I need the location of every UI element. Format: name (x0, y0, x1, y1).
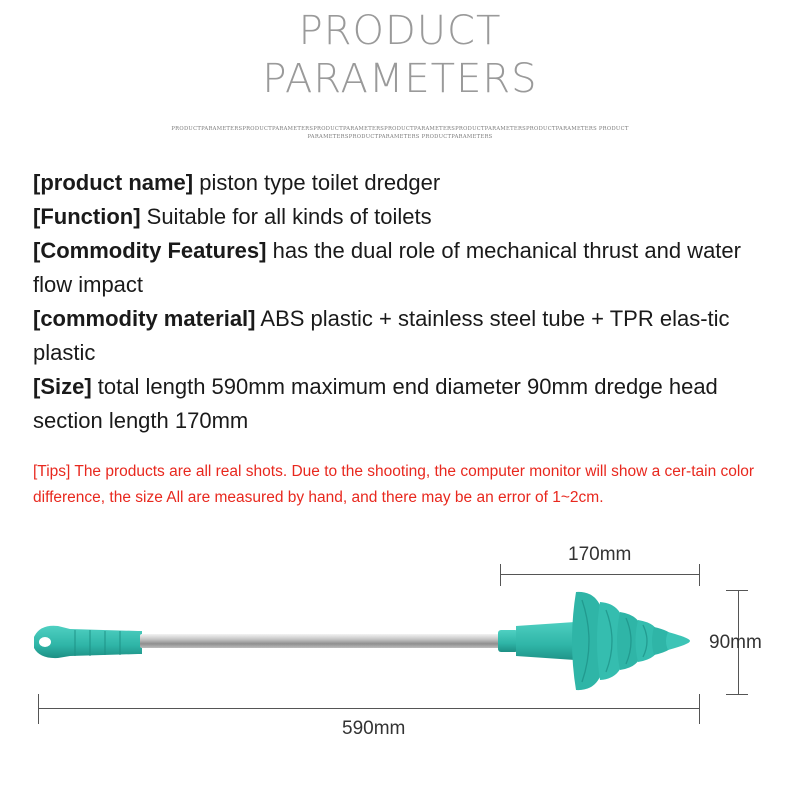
total-length-label: 590mm (342, 718, 406, 739)
param-product-name: [product name] piston type toilet dredger (33, 170, 441, 195)
head-length-label: 170mm (568, 544, 632, 565)
tips-notice: [Tips] The products are all real shots. Due to the shooting, the computer monitor will show a cer-tain color difference, the size All are measured by hand, and there may be an error of 1~2cm. (33, 463, 755, 506)
steel-tube (140, 634, 500, 648)
toilet-plunger-icon (0, 560, 800, 710)
param-commodity-features: [Commodity Features] has the dual role of mechanical thrust and water flow impact (33, 238, 741, 297)
handle-grip (34, 626, 142, 658)
title-watermark-text: PRODUCTPARAMETERSPRODUCTPARAMETERSPRODUCTPARAMETERSPRODUCTPARAMETERSPRODUCTPARAMETERSPRODUCTPARAMETERS PRODUCTPARAMETERSPRODUCTPARAMETERS PRODUCTPARAMETERS (171, 126, 629, 140)
param-size: [Size] total length 590mm maximum end diameter 90mm dredge head section length 170mm (33, 374, 718, 433)
diameter-label: 90mm (709, 632, 762, 653)
title-line-2: PARAMETERS (262, 56, 538, 102)
title-line-1: PRODUCT (298, 8, 502, 54)
tube-connector (498, 630, 518, 652)
param-function: [Function] Suitable for all kinds of toilets (33, 204, 432, 229)
parameter-list (33, 166, 773, 438)
dredge-head (516, 592, 690, 690)
param-commodity-material: [commodity material] ABS plastic + stainless steel tube + TPR elas-tic plastic (33, 306, 730, 365)
